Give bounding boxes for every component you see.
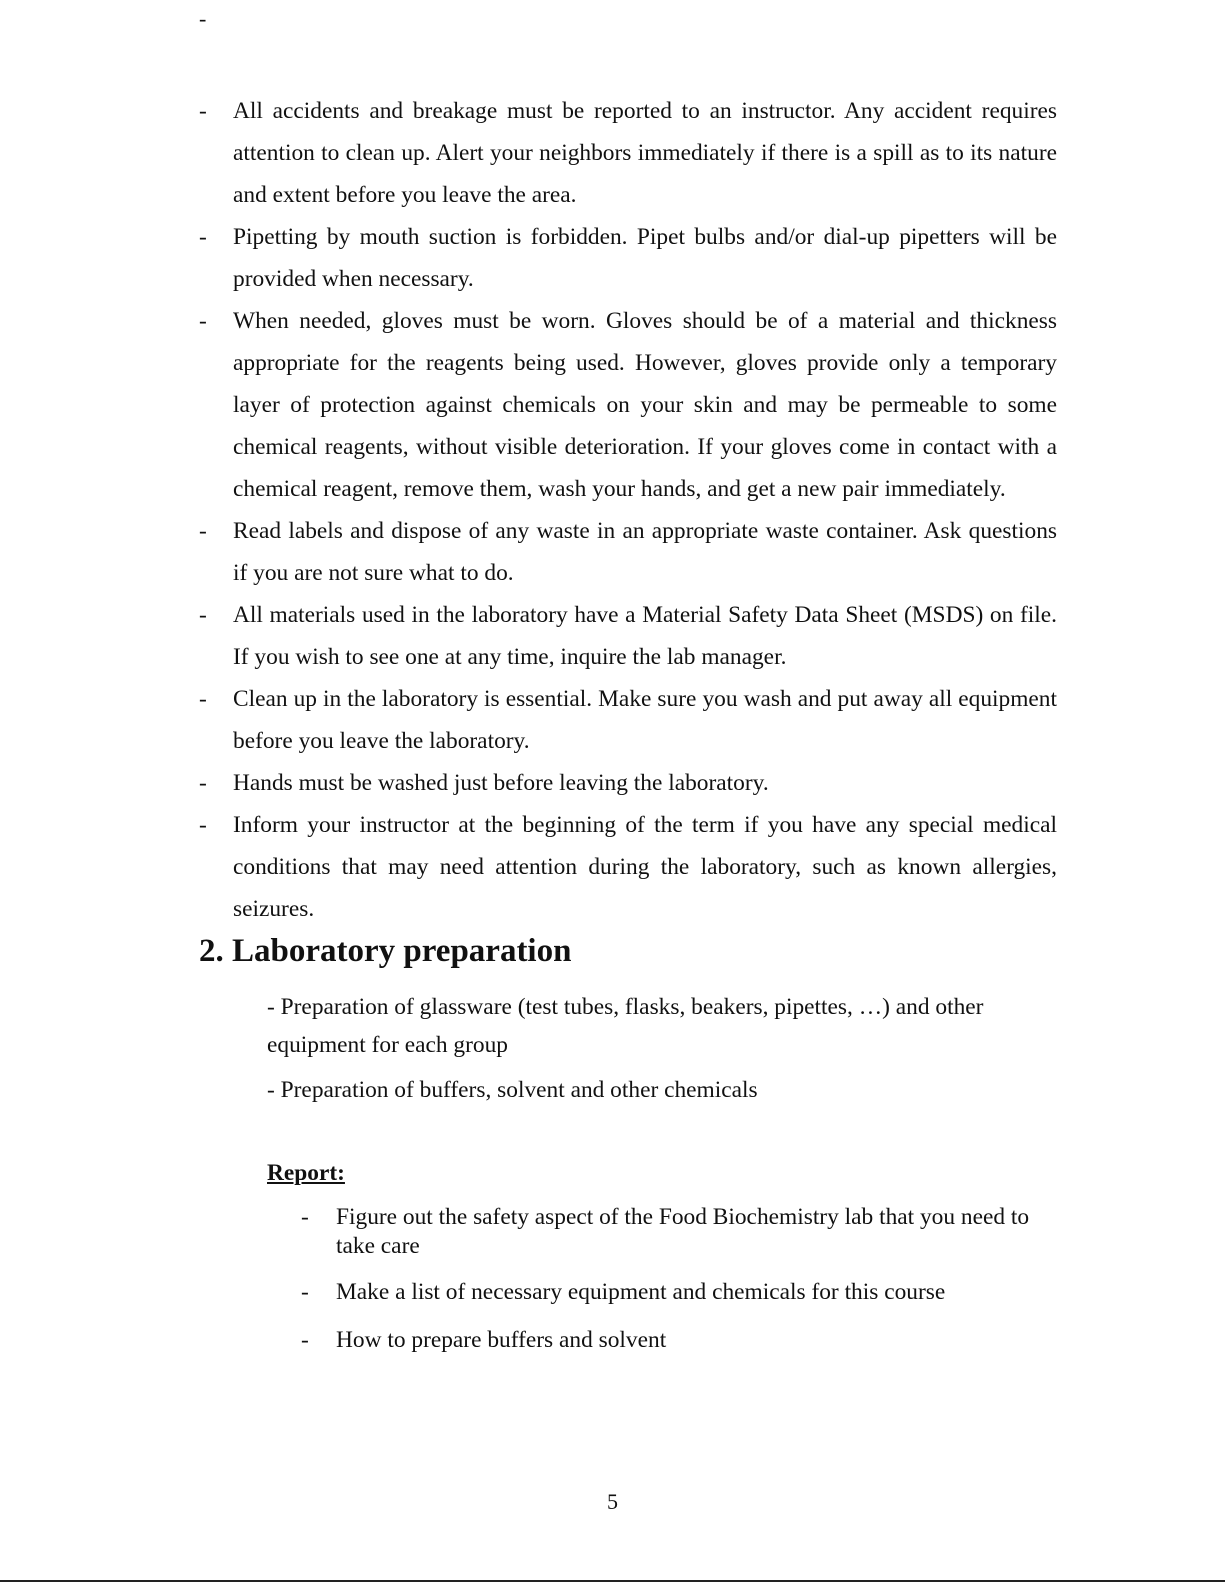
bullet-dash: - [199,224,207,250]
list-item [199,594,1057,678]
preparation-item: - Preparation of glassware (test tubes, flasks, beakers, pipettes, …) and other equipment for each group [267,994,984,1058]
bullet-dash: - [199,770,207,796]
bullet-dash: - [199,518,207,544]
bullet-dash: - [301,1327,309,1353]
report-item [301,1278,1041,1307]
bullet-dash: - [301,1279,309,1305]
list-item [199,804,1057,930]
list-item [199,216,1057,300]
rule-text: Inform your instructor at the beginning of the term if you have any special medical conditions that may need attention during the laboratory, such as known allergies, seizures. [233,812,1057,922]
top-dash: - [199,6,207,31]
page-number: 5 [607,1489,618,1514]
bullet-dash: - [199,308,207,334]
report-item [301,1326,1041,1355]
list-item [199,510,1057,594]
bullet-dash: - [199,602,207,628]
rule-text: Clean up in the laboratory is essential. Make sure you wash and put away all equipment before you leave the laboratory. [233,686,1057,754]
report-label: Report: [267,1160,345,1186]
list-item [199,678,1057,762]
rule-text: All materials used in the laboratory have a Material Safety Data Sheet (MSDS) on file. If you wish to see one at any time, inquire the lab manager. [233,602,1057,670]
list-item [199,300,1057,510]
bullet-dash: - [199,812,207,838]
bullet-dash: - [199,98,207,124]
report-item-text: How to prepare buffers and solvent [336,1327,667,1353]
report-item-text: Figure out the safety aspect of the Food Biochemistry lab that you need to take care [336,1204,1030,1259]
bullet-dash: - [301,1204,309,1230]
bottom-divider [0,1580,1225,1582]
report-item-text: Make a list of necessary equipment and chemicals for this course [336,1279,946,1305]
rule-text: Read labels and dispose of any waste in an appropriate waste container. Ask questions if you are not sure what to do. [233,518,1057,586]
safety-rules-list [199,90,1057,930]
list-item [199,90,1057,216]
section-title: 2. Laboratory preparation [199,933,572,969]
preparation-item: - Preparation of buffers, solvent and other chemicals [267,1077,758,1103]
rule-text: Pipetting by mouth suction is forbidden. Pipet bulbs and/or dial-up pipetters will be provided when necessary. [233,224,1057,292]
rule-text: Hands must be washed just before leaving the laboratory. [233,770,769,796]
rule-text: When needed, gloves must be worn. Gloves should be of a material and thickness appropriate for the reagents being used. However, gloves provide only a temporary layer of protection against chemicals on your skin and may be permeable to some chemical reagents, without visible deterioration. If your gloves come in contact with a chemical reagent, remove them, wash your hands, and get a new pair immediately. [233,308,1057,502]
report-item [301,1203,1041,1261]
list-item [199,762,1057,804]
bullet-dash: - [199,686,207,712]
rule-text: All accidents and breakage must be reported to an instructor. Any accident requires attention to clean up. Alert your neighbors immediately if there is a spill as to its nature and extent before you leave the area. [233,98,1057,208]
